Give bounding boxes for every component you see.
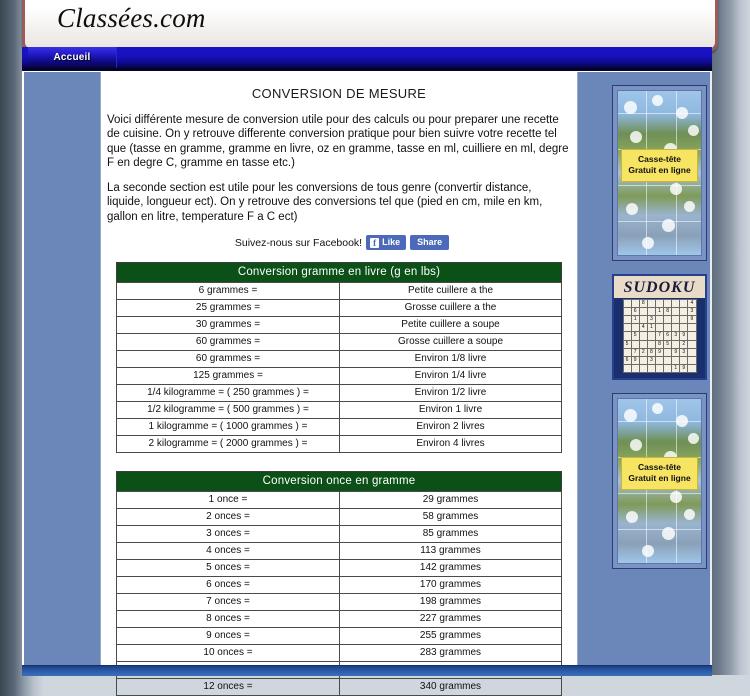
- sudoku-cell: [672, 300, 679, 307]
- intro-paragraph: Voici différente mesure de conversion utile pour des calculs ou pour preparer une recette de cuisine. On y retrouve differente conversion pratique pour bien suivre votre recette tel que (tasse en gramme, gramme en livre, oz en gramme, tasse en ml, cuilliere en ml, degre F en degre C, gramme en tasse etc.): [107, 114, 569, 169]
- conversion-from-cell: 3 onces =: [117, 526, 340, 543]
- sudoku-cell: 9: [688, 316, 695, 323]
- facebook-share-button[interactable]: Share: [410, 235, 449, 250]
- sudoku-cell: [688, 357, 695, 364]
- conversion-to-cell: Environ 1/4 livre: [340, 368, 562, 385]
- table-row: [117, 628, 562, 645]
- puzzle-knob: [684, 201, 695, 212]
- conversion-table-title: Conversion once en gramme: [116, 471, 562, 491]
- sudoku-cell: [680, 324, 687, 331]
- conversion-from-cell: 12 onces =: [117, 679, 340, 696]
- table-row: [117, 679, 562, 696]
- sudoku-cell: [656, 357, 663, 364]
- sudoku-cell: [632, 300, 639, 307]
- table-row: [117, 526, 562, 543]
- sudoku-cell: [648, 308, 655, 315]
- sudoku-cell: [656, 324, 663, 331]
- facebook-follow-label: Suivez-nous sur Facebook!: [234, 236, 363, 249]
- sudoku-cell: [672, 316, 679, 323]
- table-row: [117, 611, 562, 628]
- site-header: [22, 0, 718, 52]
- conversion-from-cell: 30 grammes =: [117, 317, 340, 334]
- conversion-to-cell: 283 grammes: [340, 645, 562, 662]
- sudoku-cell: [672, 357, 679, 364]
- puzzle-seam: [618, 185, 701, 186]
- sudoku-cell: 9: [680, 332, 687, 339]
- sudoku-cell: 7: [632, 349, 639, 356]
- facebook-like-label: Like: [382, 237, 401, 248]
- puzzle-knob: [684, 509, 695, 520]
- conversion-from-cell: 5 onces =: [117, 560, 340, 577]
- sudoku-cell: [632, 341, 639, 348]
- conversion-from-cell: 60 grammes =: [117, 334, 340, 351]
- sudoku-cell: 4: [640, 324, 647, 331]
- ad-callout-line2: Gratuit en ligne: [628, 473, 691, 483]
- sudoku-cell: [648, 365, 655, 372]
- sudoku-cell: [624, 324, 631, 331]
- main-content: [100, 72, 578, 693]
- sudoku-cell: [680, 357, 687, 364]
- sudoku-cell: [624, 300, 631, 307]
- sudoku-cell: [672, 341, 679, 348]
- conversion-from-cell: 4 onces =: [117, 543, 340, 560]
- sudoku-cell: 3: [648, 316, 655, 323]
- ad-sudoku-banner[interactable]: [612, 274, 707, 380]
- sudoku-cell: [624, 316, 631, 323]
- conversion-to-cell: 58 grammes: [340, 509, 562, 526]
- conversion-from-cell: 8 onces =: [117, 611, 340, 628]
- sudoku-cell: 1: [632, 316, 639, 323]
- conversion-from-cell: 1 once =: [117, 492, 340, 509]
- conversion-from-cell: 25 grammes =: [117, 300, 340, 317]
- conversion-from-cell: 2 kilogramme = ( 2000 grammes ) =: [117, 436, 340, 453]
- sudoku-cell: [640, 341, 647, 348]
- sudoku-cell: 6: [632, 308, 639, 315]
- sudoku-cell: [672, 308, 679, 315]
- sudoku-cell: 8: [664, 308, 671, 315]
- table-row: [117, 402, 562, 419]
- sudoku-cell: 4: [688, 300, 695, 307]
- conversion-to-cell: 29 grammes: [340, 492, 562, 509]
- conversion-tables: [101, 262, 577, 696]
- sudoku-cell: 8: [640, 300, 647, 307]
- sudoku-title: SUDOKU: [614, 276, 705, 298]
- sudoku-cell: 7: [656, 332, 663, 339]
- sidebar-ads: [604, 72, 712, 670]
- puzzle-knob: [630, 131, 642, 143]
- puzzle-knob: [688, 125, 699, 136]
- footer-bar: [22, 665, 712, 676]
- table-row: [117, 351, 562, 368]
- puzzle-seam: [618, 113, 701, 114]
- conversion-to-cell: Environ 1/2 livre: [340, 385, 562, 402]
- sudoku-cell: 2: [680, 341, 687, 348]
- sudoku-cell: [656, 300, 663, 307]
- table-row: [117, 385, 562, 402]
- sudoku-cell: 3: [648, 357, 655, 364]
- page-body: [22, 71, 712, 693]
- table-row: [117, 645, 562, 662]
- sudoku-cell: [664, 349, 671, 356]
- sudoku-cell: [664, 324, 671, 331]
- conversion-from-cell: 10 onces =: [117, 645, 340, 662]
- ad-puzzle-banner[interactable]: [612, 85, 707, 261]
- puzzle-knob: [688, 433, 699, 444]
- sudoku-cell: 8: [648, 349, 655, 356]
- puzzle-seam: [618, 529, 701, 530]
- conversion-from-cell: 9 onces =: [117, 628, 340, 645]
- nav-item-label: Accueil: [53, 52, 91, 63]
- conversion-table-title: Conversion gramme en livre (g en lbs): [116, 262, 562, 282]
- conversion-to-cell: Environ 2 livres: [340, 419, 562, 436]
- conversion-from-cell: 125 grammes =: [117, 368, 340, 385]
- sudoku-cell: [640, 365, 647, 372]
- sudoku-cell: [632, 365, 639, 372]
- sudoku-cell: [664, 365, 671, 372]
- sudoku-cell: [688, 349, 695, 356]
- sudoku-cell: 3: [688, 308, 695, 315]
- table-row: [117, 509, 562, 526]
- puzzle-seam: [618, 221, 701, 222]
- table-row: [117, 577, 562, 594]
- sudoku-cell: [688, 324, 695, 331]
- sudoku-cell: [624, 332, 631, 339]
- facebook-like-button[interactable]: [366, 235, 406, 250]
- conversion-from-cell: 1/4 kilogramme = ( 250 grammes ) =: [117, 385, 340, 402]
- sudoku-cell: [688, 341, 695, 348]
- puzzle-knob: [630, 439, 642, 451]
- site-logo: Classées.com: [57, 3, 206, 33]
- conversion-to-cell: 227 grammes: [340, 611, 562, 628]
- conversion-to-cell: Petite cuillere a soupe: [340, 317, 562, 334]
- sudoku-cell: 5: [624, 341, 631, 348]
- sudoku-cell: 1: [656, 308, 663, 315]
- puzzle-seam: [618, 421, 701, 422]
- conversion-from-cell: 7 onces =: [117, 594, 340, 611]
- sudoku-cell: [680, 316, 687, 323]
- conversion-from-cell: 1 kilogramme = ( 1000 grammes ) =: [117, 419, 340, 436]
- sudoku-cell: [624, 308, 631, 315]
- conversion-to-cell: 198 grammes: [340, 594, 562, 611]
- table-row: [117, 368, 562, 385]
- sudoku-cell: [640, 357, 647, 364]
- sudoku-cell: [640, 316, 647, 323]
- page-title: CONVERSION DE MESURE: [251, 86, 427, 101]
- conversion-to-cell: Grosse cuillere a soupe: [340, 334, 562, 351]
- facebook-icon: f: [370, 238, 379, 248]
- sudoku-cell: [648, 300, 655, 307]
- sudoku-cell: [648, 341, 655, 348]
- sudoku-cell: 9: [656, 349, 663, 356]
- puzzle-seam: [618, 493, 701, 494]
- sudoku-cell: 9: [672, 349, 679, 356]
- facebook-social-bar: [101, 235, 577, 250]
- sudoku-cell: [672, 324, 679, 331]
- conversion-to-cell: 142 grammes: [340, 560, 562, 577]
- conversion-from-cell: 1/2 kilogramme = ( 500 grammes ) =: [117, 402, 340, 419]
- conversion-to-cell: Petite cuillere a the: [340, 283, 562, 300]
- intro-paragraph: La seconde section est utile pour les conversions de tous genre (convertir distance, liquide, longueur ect). On y retrouve des conversions tel que (pied en cm, mile en km, gallon en litre, temperature F a C ect): [107, 182, 543, 223]
- sudoku-cell: 3: [672, 332, 679, 339]
- conversion-to-cell: 85 grammes: [340, 526, 562, 543]
- sudoku-cell: [624, 349, 631, 356]
- conversion-from-cell: 2 onces =: [117, 509, 340, 526]
- sudoku-cell: 9: [680, 365, 687, 372]
- sudoku-cell: [640, 332, 647, 339]
- sudoku-cell: [688, 365, 695, 372]
- conversion-to-cell: 255 grammes: [340, 628, 562, 645]
- puzzle-knob: [642, 545, 654, 557]
- sudoku-cell: 1: [648, 324, 655, 331]
- sudoku-cell: [632, 324, 639, 331]
- sudoku-grid: [623, 299, 697, 373]
- table-row: [117, 560, 562, 577]
- puzzle-knob: [642, 237, 654, 249]
- table-row: [117, 334, 562, 351]
- sudoku-cell: [624, 365, 631, 372]
- table-row: [117, 300, 562, 317]
- sudoku-cell: 6: [624, 357, 631, 364]
- conversion-to-cell: Environ 4 livres: [340, 436, 562, 453]
- intro-text: [107, 113, 571, 224]
- puzzle-knob: [652, 95, 663, 106]
- sudoku-cell: [664, 300, 671, 307]
- conversion-from-cell: 6 grammes =: [117, 283, 340, 300]
- ad-callout-label: [621, 457, 698, 490]
- sudoku-cell: [680, 300, 687, 307]
- conversion-to-cell: Environ 1/8 livre: [340, 351, 562, 368]
- sudoku-cell: 2: [640, 349, 647, 356]
- main-navigation-bar: [22, 47, 712, 71]
- table-row: [117, 317, 562, 334]
- nav-item-accueil[interactable]: [28, 47, 117, 68]
- puzzle-knob: [626, 511, 638, 523]
- ad-puzzle-banner[interactable]: [612, 393, 707, 569]
- conversion-table: [116, 471, 562, 696]
- conversion-to-cell: 340 grammes: [340, 679, 562, 696]
- ad-callout-label: [621, 149, 698, 182]
- sudoku-cell: [656, 316, 663, 323]
- conversion-table: [116, 262, 562, 453]
- sudoku-cell: 1: [672, 365, 679, 372]
- sudoku-cell: [656, 365, 663, 372]
- ad-callout-line2: Gratuit en ligne: [628, 165, 691, 175]
- conversion-from-cell: 60 grammes =: [117, 351, 340, 368]
- sudoku-cell: 9: [632, 357, 639, 364]
- puzzle-knob: [626, 203, 638, 215]
- sudoku-cell: 3: [680, 349, 687, 356]
- table-row: [117, 543, 562, 560]
- sudoku-cell: [680, 308, 687, 315]
- sudoku-cell: [664, 357, 671, 364]
- sudoku-cell: [640, 308, 647, 315]
- sudoku-cell: 5: [632, 332, 639, 339]
- sudoku-cell: 6: [664, 332, 671, 339]
- sudoku-cell: [688, 332, 695, 339]
- ad-callout-line1: Casse-tête: [638, 462, 681, 472]
- sudoku-cell: 8: [656, 341, 663, 348]
- table-row: [117, 283, 562, 300]
- sudoku-cell: 5: [664, 341, 671, 348]
- ad-callout-line1: Casse-tête: [638, 154, 681, 164]
- table-row: [117, 436, 562, 453]
- conversion-from-cell: 6 onces =: [117, 577, 340, 594]
- sudoku-cell: [664, 316, 671, 323]
- conversion-to-cell: Grosse cuillere a the: [340, 300, 562, 317]
- conversion-to-cell: 170 grammes: [340, 577, 562, 594]
- table-row: [117, 594, 562, 611]
- puzzle-knob: [652, 403, 663, 414]
- conversion-to-cell: 113 grammes: [340, 543, 562, 560]
- conversion-to-cell: Environ 1 livre: [340, 402, 562, 419]
- table-row: [117, 492, 562, 509]
- table-row: [117, 419, 562, 436]
- sudoku-cell: [648, 332, 655, 339]
